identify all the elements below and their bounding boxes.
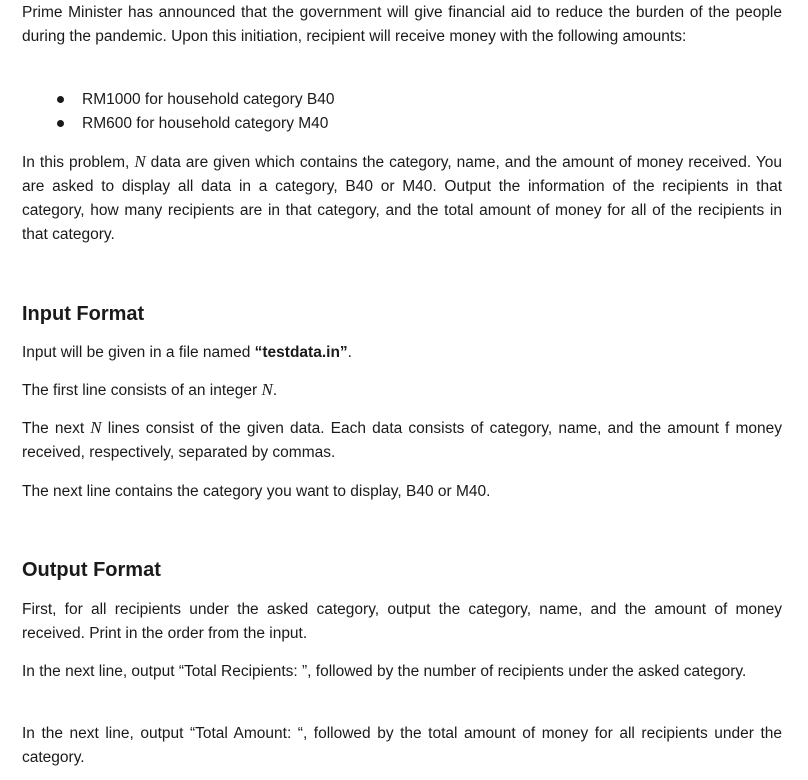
- input-category-line: The next line contains the category you want to display, B40 or M40.: [22, 483, 491, 500]
- input-first-line: [22, 378, 782, 403]
- list-item: [22, 112, 334, 136]
- input-next-lines: [22, 416, 782, 465]
- input-file-text: Input will be given in a file named: [22, 344, 255, 361]
- output-total-amount-line: In the next line, output “Total Amount: “, followed by the total amount of money for all recipients under the category.: [22, 725, 782, 766]
- output-format-heading: Output Format: [22, 559, 161, 581]
- problem-paragraph: [22, 150, 782, 247]
- output-total-recipients-line: In the next line, output “Total Recipients: ”, followed by the number of recipients under the asked category.: [22, 663, 747, 680]
- input-first-text: The first line consists of an integer: [22, 382, 262, 399]
- list-item: [22, 88, 334, 112]
- bullet-icon: [57, 96, 64, 103]
- intro-paragraph: Prime Minister has announced that the government will give financial aid to reduce the burden of the people during the pandemic. Upon this initiation, recipient will receive money with the following amounts:: [22, 4, 782, 45]
- variable-n: N: [261, 380, 273, 399]
- input-next-text-start: The next: [22, 420, 91, 437]
- input-format-heading: Input Format: [22, 303, 145, 325]
- problem-text-end: data are given which contains the category, name, and the amount of money received. You are asked to display all data in a category, B40 or M40. Output the information of the recipients in that category, how many recipients are in that category, and the total amount of money for all of the recipients in that category.: [22, 154, 782, 243]
- input-next-text-end: lines consist of the given data. Each data consists of category, name, and the amount f money received, respectively, separated by commas.: [22, 420, 782, 461]
- output-records-line: First, for all recipients under the asked category, output the category, name, and the amount of money received. Print in the order from the input.: [22, 601, 782, 642]
- input-file-line: [22, 341, 782, 365]
- problem-text-start: In this problem,: [22, 154, 135, 171]
- amount-list: [22, 88, 334, 136]
- input-file-period: .: [347, 344, 352, 361]
- amount-m40: RM600 for household category M40: [82, 115, 329, 132]
- variable-n: N: [90, 418, 102, 437]
- input-filename: “testdata.in”: [254, 344, 348, 361]
- amount-b40: RM1000 for household category B40: [82, 91, 335, 108]
- bullet-icon: [57, 120, 64, 127]
- input-first-period: .: [272, 382, 278, 399]
- variable-n: N: [134, 152, 146, 171]
